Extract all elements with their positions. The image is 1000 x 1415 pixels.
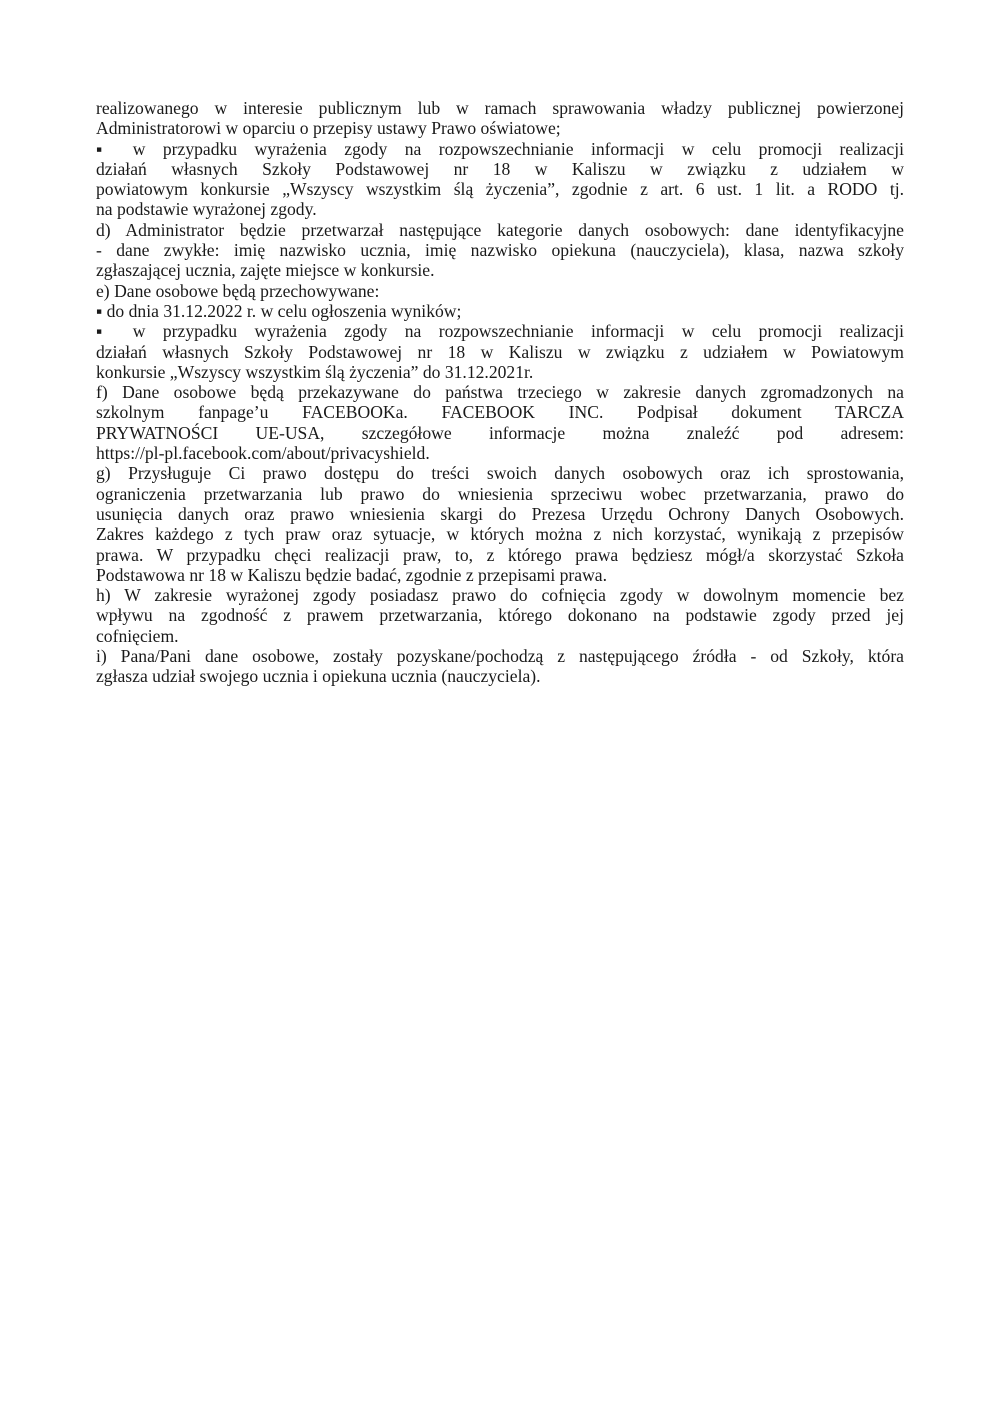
text-line: ograniczenia przetwarzania lub prawo do wniesienia sprzeciwu wobec przetwarzania, prawo do bbox=[96, 483, 904, 504]
text-line: na podstawie wyrażonej zgody. bbox=[96, 199, 317, 220]
text-line: d) Administrator będzie przetwarzał następujące kategorie danych osobowych: dane identyfikacyjne bbox=[96, 219, 904, 240]
text-line: PRYWATNOŚCI UE-USA, szczegółowe informacje można znaleźć pod adresem: bbox=[96, 422, 904, 443]
text-line: i) Pana/Pani dane osobowe, zostały pozyskane/pochodzą z następującego źródła - od Szkoły, która bbox=[96, 646, 904, 667]
text-line: zgłaszającej ucznia, zajęte miejsce w konkursie. bbox=[96, 260, 435, 281]
document-body bbox=[96, 98, 904, 687]
text-line: e) Dane osobowe będą przechowywane: bbox=[96, 280, 380, 301]
text-line: f) Dane osobowe będą przekazywane do państwa trzeciego w zakresie danych zgromadzonych na bbox=[96, 382, 904, 403]
text-line: ▪ w przypadku wyrażenia zgody na rozpowszechnianie informacji w celu promocji realizacji bbox=[96, 321, 904, 342]
text-line: h) W zakresie wyrażonej zgody posiadasz prawo do cofnięcia zgody w dowolnym momencie bez bbox=[96, 585, 904, 606]
text-line: Administratorowi w oparciu o przepisy ustawy Prawo oświatowe; bbox=[96, 118, 561, 139]
text-line: działań własnych Szkoły Podstawowej nr 18 w Kaliszu w związku z udziałem w Powiatowym bbox=[96, 341, 904, 362]
text-line: ▪ w przypadku wyrażenia zgody na rozpowszechnianie informacji w celu promocji realizacji bbox=[96, 138, 904, 159]
text-line: ▪ do dnia 31.12.2022 r. w celu ogłoszenia wyników; bbox=[96, 300, 462, 321]
text-line: prawa. W przypadku chęci realizacji praw, to, z którego prawa będziesz mógł/a skorzystać Szkoła bbox=[96, 544, 904, 565]
text-line: - dane zwykłe: imię nazwisko ucznia, imię nazwisko opiekuna (nauczyciela), klasa, nazwa szkoły bbox=[96, 240, 904, 261]
text-line: powiatowym konkursie „Wszyscy wszystkim ślą życzenia”, zgodnie z art. 6 ust. 1 lit. a RODO tj. bbox=[96, 179, 904, 200]
text-line: g) Przysługuje Ci prawo dostępu do treści swoich danych osobowych oraz ich sprostowania, bbox=[96, 463, 904, 484]
text-line: zgłasza udział swojego ucznia i opiekuna ucznia (nauczyciela). bbox=[96, 666, 541, 687]
text-line: https://pl-pl.facebook.com/about/privacyshield. bbox=[96, 443, 430, 464]
text-line: wpływu na zgodność z prawem przetwarzania, którego dokonano na podstawie zgody przed jej bbox=[96, 605, 904, 626]
text-line: cofnięciem. bbox=[96, 625, 179, 646]
text-line: Podstawowa nr 18 w Kaliszu będzie badać, zgodnie z przepisami prawa. bbox=[96, 564, 608, 585]
text-line: konkursie „Wszyscy wszystkim ślą życzenia” do 31.12.2021r. bbox=[96, 361, 534, 382]
text-line: usunięcia danych oraz prawo wniesienia skargi do Prezesa Urzędu Ochrony Danych Osobowych. bbox=[96, 503, 904, 524]
text-line: Zakres każdego z tych praw oraz sytuacje, w których można z nich korzystać, wynikają z przepisów bbox=[96, 524, 904, 545]
text-line: działań własnych Szkoły Podstawowej nr 18 w Kaliszu w związku z udziałem w bbox=[96, 158, 904, 179]
text-line: realizowanego w interesie publicznym lub w ramach sprawowania władzy publicznej powierzonej bbox=[96, 98, 904, 118]
text-line: szkolnym fanpage’u FACEBOOKa. FACEBOOK INC. Podpisał dokument TARCZA bbox=[96, 402, 904, 423]
